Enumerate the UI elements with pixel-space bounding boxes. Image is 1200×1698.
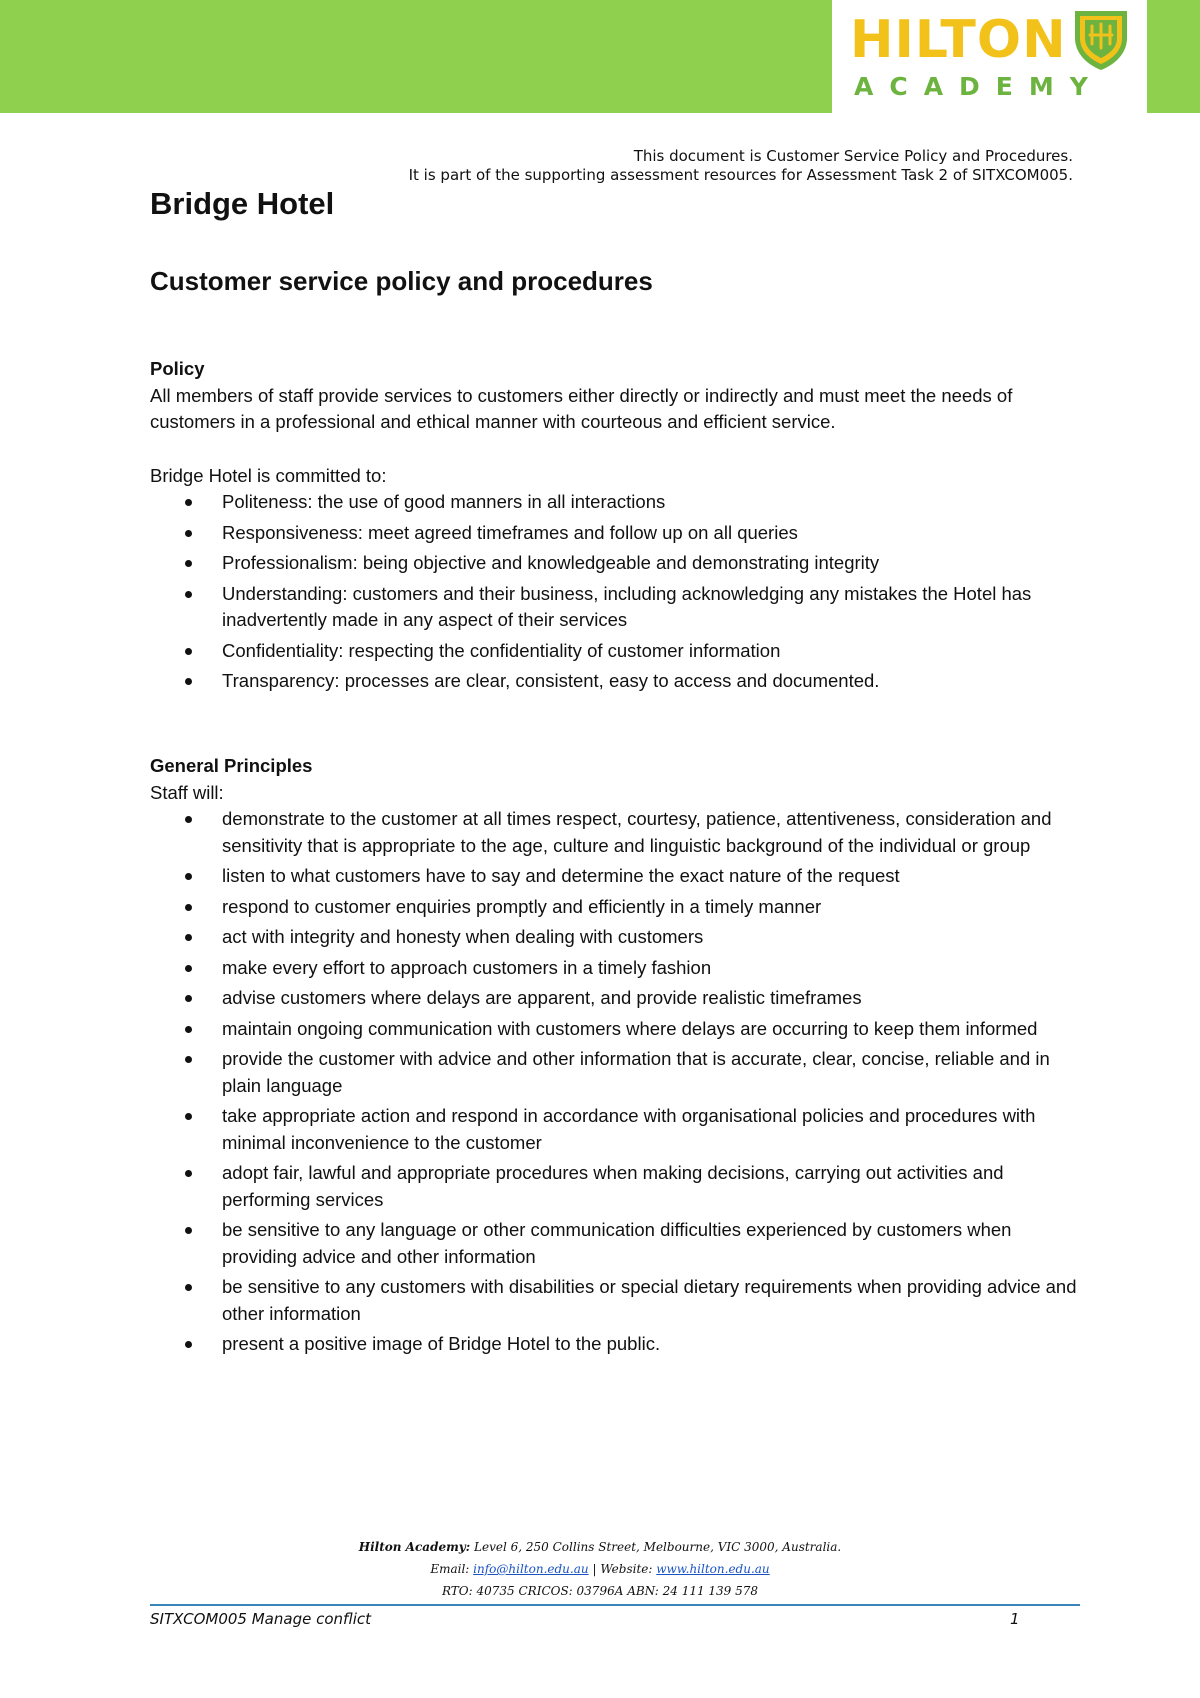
bullet-icon [185,1170,192,1177]
footer-address-label: Hilton Academy: [358,1540,471,1554]
list-item-text: Understanding: customers and their business, including acknowledging any mistakes the Hotel has inadvertently made in any aspect of their services [222,582,1032,630]
header-band-right [1147,0,1200,113]
list-item [150,1046,1080,1099]
list-item [150,863,1080,890]
bullet-icon [185,648,192,655]
principles-intro: Staff will: [150,781,224,803]
list-item [150,1103,1080,1156]
footer-address: Level 6, 250 Collins Street, Melbourne, VIC 3000, Australia. [474,1540,842,1554]
document-note [409,147,1073,185]
list-item-text: act with integrity and honesty when dealing with customers [222,926,704,947]
list-item [150,806,1080,859]
bullet-icon [185,816,192,823]
bullet-icon [185,965,192,972]
list-item-text: provide the customer with advice and other information that is accurate, clear, concise, reliable and in plain language [222,1048,1050,1096]
list-item-text: make every effort to approach customers in a timely fashion [222,956,712,978]
bullet-icon [185,1227,192,1234]
list-item-text: be sensitive to any customers with disabilities or special dietary requirements when providing advice and other information [222,1276,1077,1324]
footer-website-label: Website: [600,1562,653,1576]
list-item [150,1331,1080,1358]
list-item-text: listen to what customers have to say and determine the exact nature of the request [222,865,900,886]
list-item-text: Transparency: processes are clear, consistent, easy to access and documented. [222,670,880,691]
policy-body: All members of staff provide services to customers either directly or indirectly and must meet the needs of customers in a professional and ethical manner with courteous and efficient service. [150,384,1013,432]
list-item [150,668,1080,695]
footer-website-link[interactable]: www.hilton.edu.au [656,1562,770,1576]
footer-separator: | [592,1562,597,1576]
list-item-text: maintain ongoing communication with customers where delays are occurring to keep them informed [222,1017,1038,1039]
list-item [150,520,1080,547]
page-title: Bridge Hotel [150,186,335,221]
bullet-icon [185,934,192,941]
list-item [150,550,1080,577]
page-subtitle: Customer service policy and procedures [150,266,653,296]
footer-address-line [0,1536,1200,1558]
list-item-text: present a positive image of Bridge Hotel to the public. [222,1333,661,1354]
logo-wordmark: HILTON [850,10,1067,70]
list-item-text: adopt fair, lawful and appropriate procedures when making decisions, carrying out activities and performing services [222,1162,1004,1210]
list-item [150,985,1080,1012]
principles-heading: General Principles [150,755,313,776]
bullet-icon [185,1113,192,1120]
footer-email-link[interactable]: info@hilton.edu.au [473,1562,589,1576]
footer-contact-line [0,1558,1200,1580]
list-item-text: Professionalism: being objective and knowledgeable and demonstrating integrity [222,552,880,573]
list-item-text: respond to customer enquiries promptly and efficiently in a timely manner [222,895,822,917]
list-item [150,1016,1080,1043]
list-item [150,1274,1080,1327]
bullet-icon [185,591,192,598]
list-item [150,489,1080,516]
principles-list [150,806,1080,1358]
footer-registration: RTO: 40735 CRICOS: 03796A ABN: 24 111 139 578 [441,1584,759,1598]
header-band-left [0,0,832,113]
list-item-text: advise customers where delays are apparent, and provide realistic timeframes [222,987,862,1008]
bullet-icon [185,1341,192,1348]
list-item-text: Confidentiality: respecting the confidentiality of customer information [222,639,781,661]
list-item-text: demonstrate to the customer at all times respect, courtesy, patience, attentiveness, consideration and sensitivity that is appropriate to the age, culture and linguistic background of the individual or group [222,808,1052,856]
hilton-academy-logo [850,8,1140,108]
document-note-line2: It is part of the supporting assessment resources for Assessment Task 2 of SITXCOM005. [408,166,1073,184]
list-item [150,638,1080,665]
list-item-text: Politeness: the use of good manners in all interactions [222,491,666,512]
list-item [150,924,1080,951]
policy-section [150,356,1080,699]
footer-divider [150,1604,1080,1606]
bullet-icon [185,904,192,911]
list-item [150,581,1080,634]
bullet-icon [185,1056,192,1063]
footer-email-label: Email: [430,1562,470,1576]
bullet-icon [185,873,192,880]
bullet-icon [185,1026,192,1033]
policy-list [150,489,1080,695]
bullet-icon [185,530,192,537]
list-item-text: be sensitive to any language or other communication difficulties experienced by customers when providing advice and other information [222,1219,1012,1267]
policy-intro: Bridge Hotel is committed to: [150,464,387,486]
policy-heading: Policy [150,358,205,379]
list-item-text: Responsiveness: meet agreed timeframes and follow up on all queries [222,521,798,543]
bullet-icon [185,678,192,685]
bullet-icon [185,499,192,506]
footer-course: SITXCOM005 Manage conflict [150,1610,372,1628]
logo-subtitle: ACADEMY [854,72,1104,101]
footer-info [0,1536,1200,1602]
shield-icon [1072,8,1130,72]
page-number: 1 [1010,1610,1020,1628]
list-item [150,955,1080,982]
document-note-line1: This document is Customer Service Policy and Procedures. [633,147,1073,165]
bullet-icon [185,560,192,567]
list-item [150,1217,1080,1270]
list-item-text: take appropriate action and respond in accordance with organisational policies and procedures with minimal inconvenience to the customer [222,1105,1036,1153]
list-item [150,894,1080,921]
bullet-icon [185,1284,192,1291]
list-item [150,1160,1080,1213]
bullet-icon [185,995,192,1002]
principles-section [150,753,1080,1362]
